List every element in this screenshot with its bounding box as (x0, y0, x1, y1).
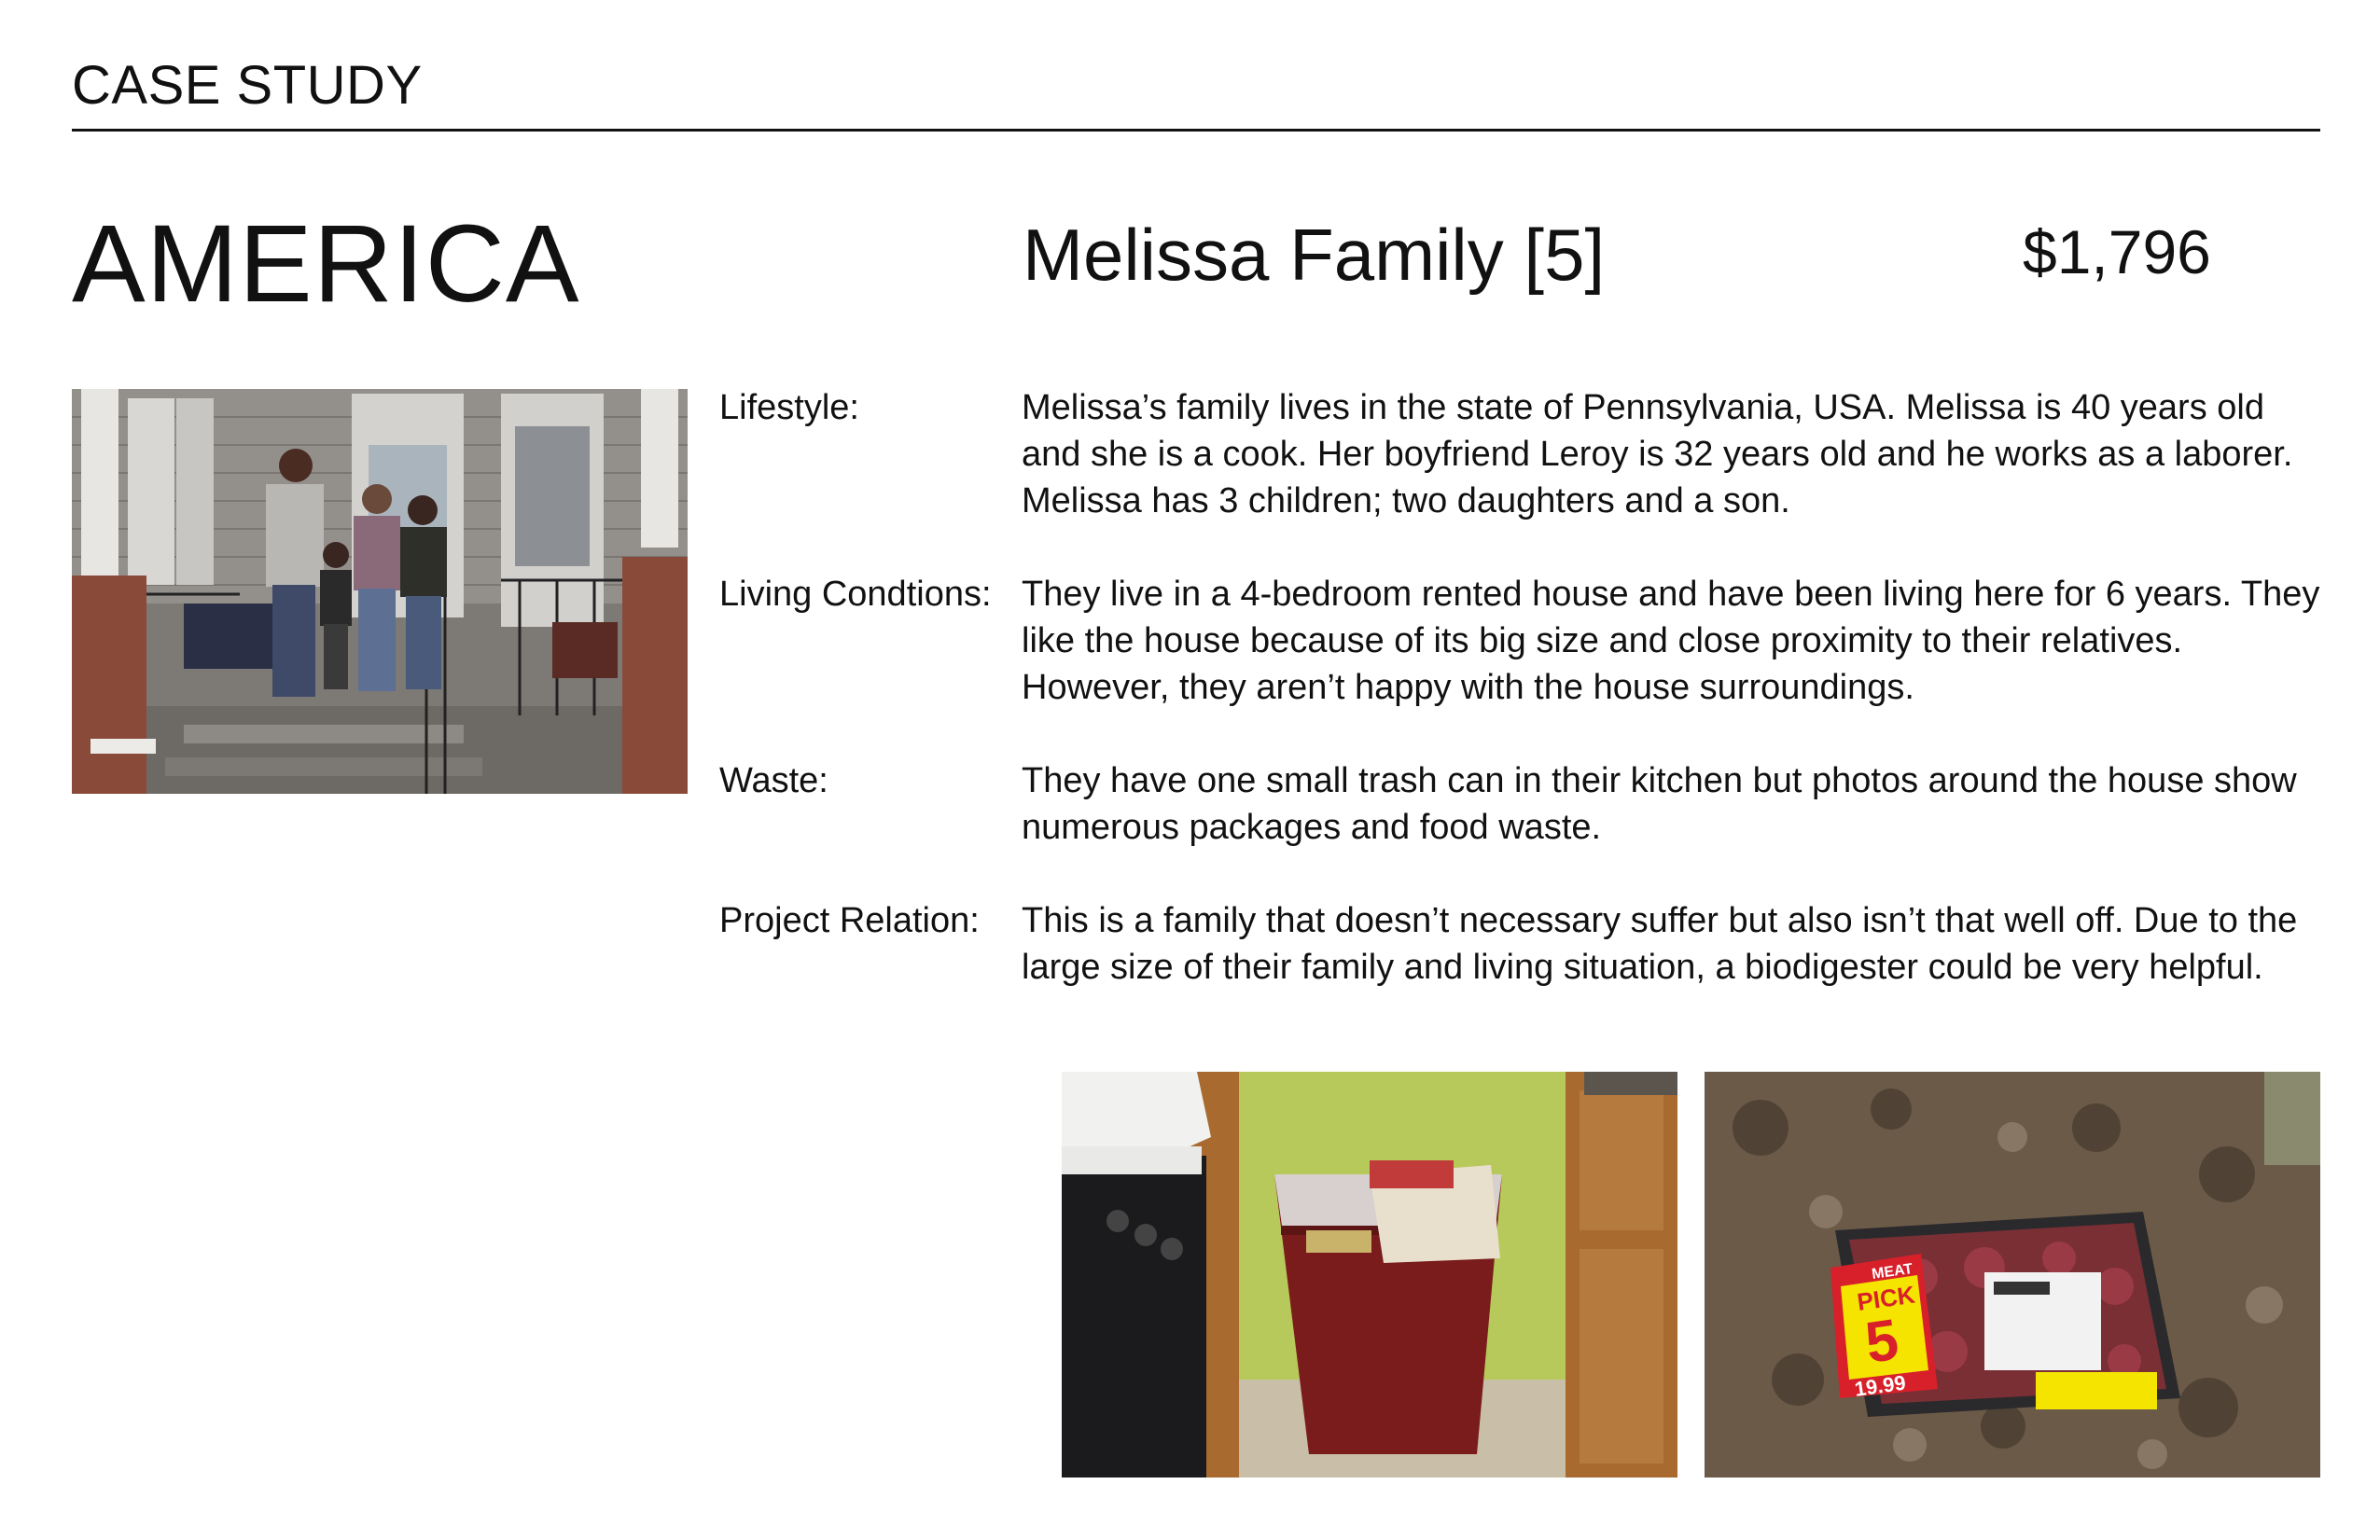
section-text-lifestyle: Melissa’s family lives in the state of Pennsylvania, USA. Melissa is 40 years old and she is a cook. Her boyfriend Leroy is 32 years old and he works as a laborer. Melissa has 3 children; two daughters and a son. (1022, 388, 2293, 520)
section-text-project-relation: This is a family that doesn’t necessary suffer but also isn’t that well off. Due to the large size of their family and living situation, a biodigester could be very helpful. (1022, 901, 2298, 987)
meat-package-photo (1705, 1072, 2320, 1478)
sticker-price: 19.99 (1853, 1370, 1908, 1401)
country-title: AMERICA (72, 202, 580, 326)
sticker-five: 5 (1861, 1307, 1903, 1376)
header-rule (72, 129, 2320, 132)
section-text-living-conditions: They live in a 4-bedroom rented house and have been living here for 6 years. They like the house because of its big size and close proximity to their relatives. However, they aren’t happy with the house surroundings. (1022, 575, 2320, 707)
family-name: Melissa Family [5] (1023, 214, 1606, 296)
section-label-lifestyle: Lifestyle: (719, 388, 859, 427)
sticker-pick: PICK (1855, 1280, 1917, 1316)
section-label-waste: Waste: (719, 761, 828, 800)
section-label-project-relation: Project Relation: (719, 901, 980, 940)
case-study-heading: CASE STUDY (72, 55, 423, 116)
kitchen-trash-photo (1062, 1072, 1677, 1478)
family-porch-photo (72, 389, 688, 794)
sticker-meat: MEAT (1871, 1260, 1914, 1283)
section-text-waste: They have one small trash can in their kitchen but photos around the house show numerous packages and food waste. (1022, 761, 2297, 847)
family-amount: $1,796 (2023, 217, 2211, 286)
section-label-living-conditions: Living Condtions: (719, 575, 992, 614)
